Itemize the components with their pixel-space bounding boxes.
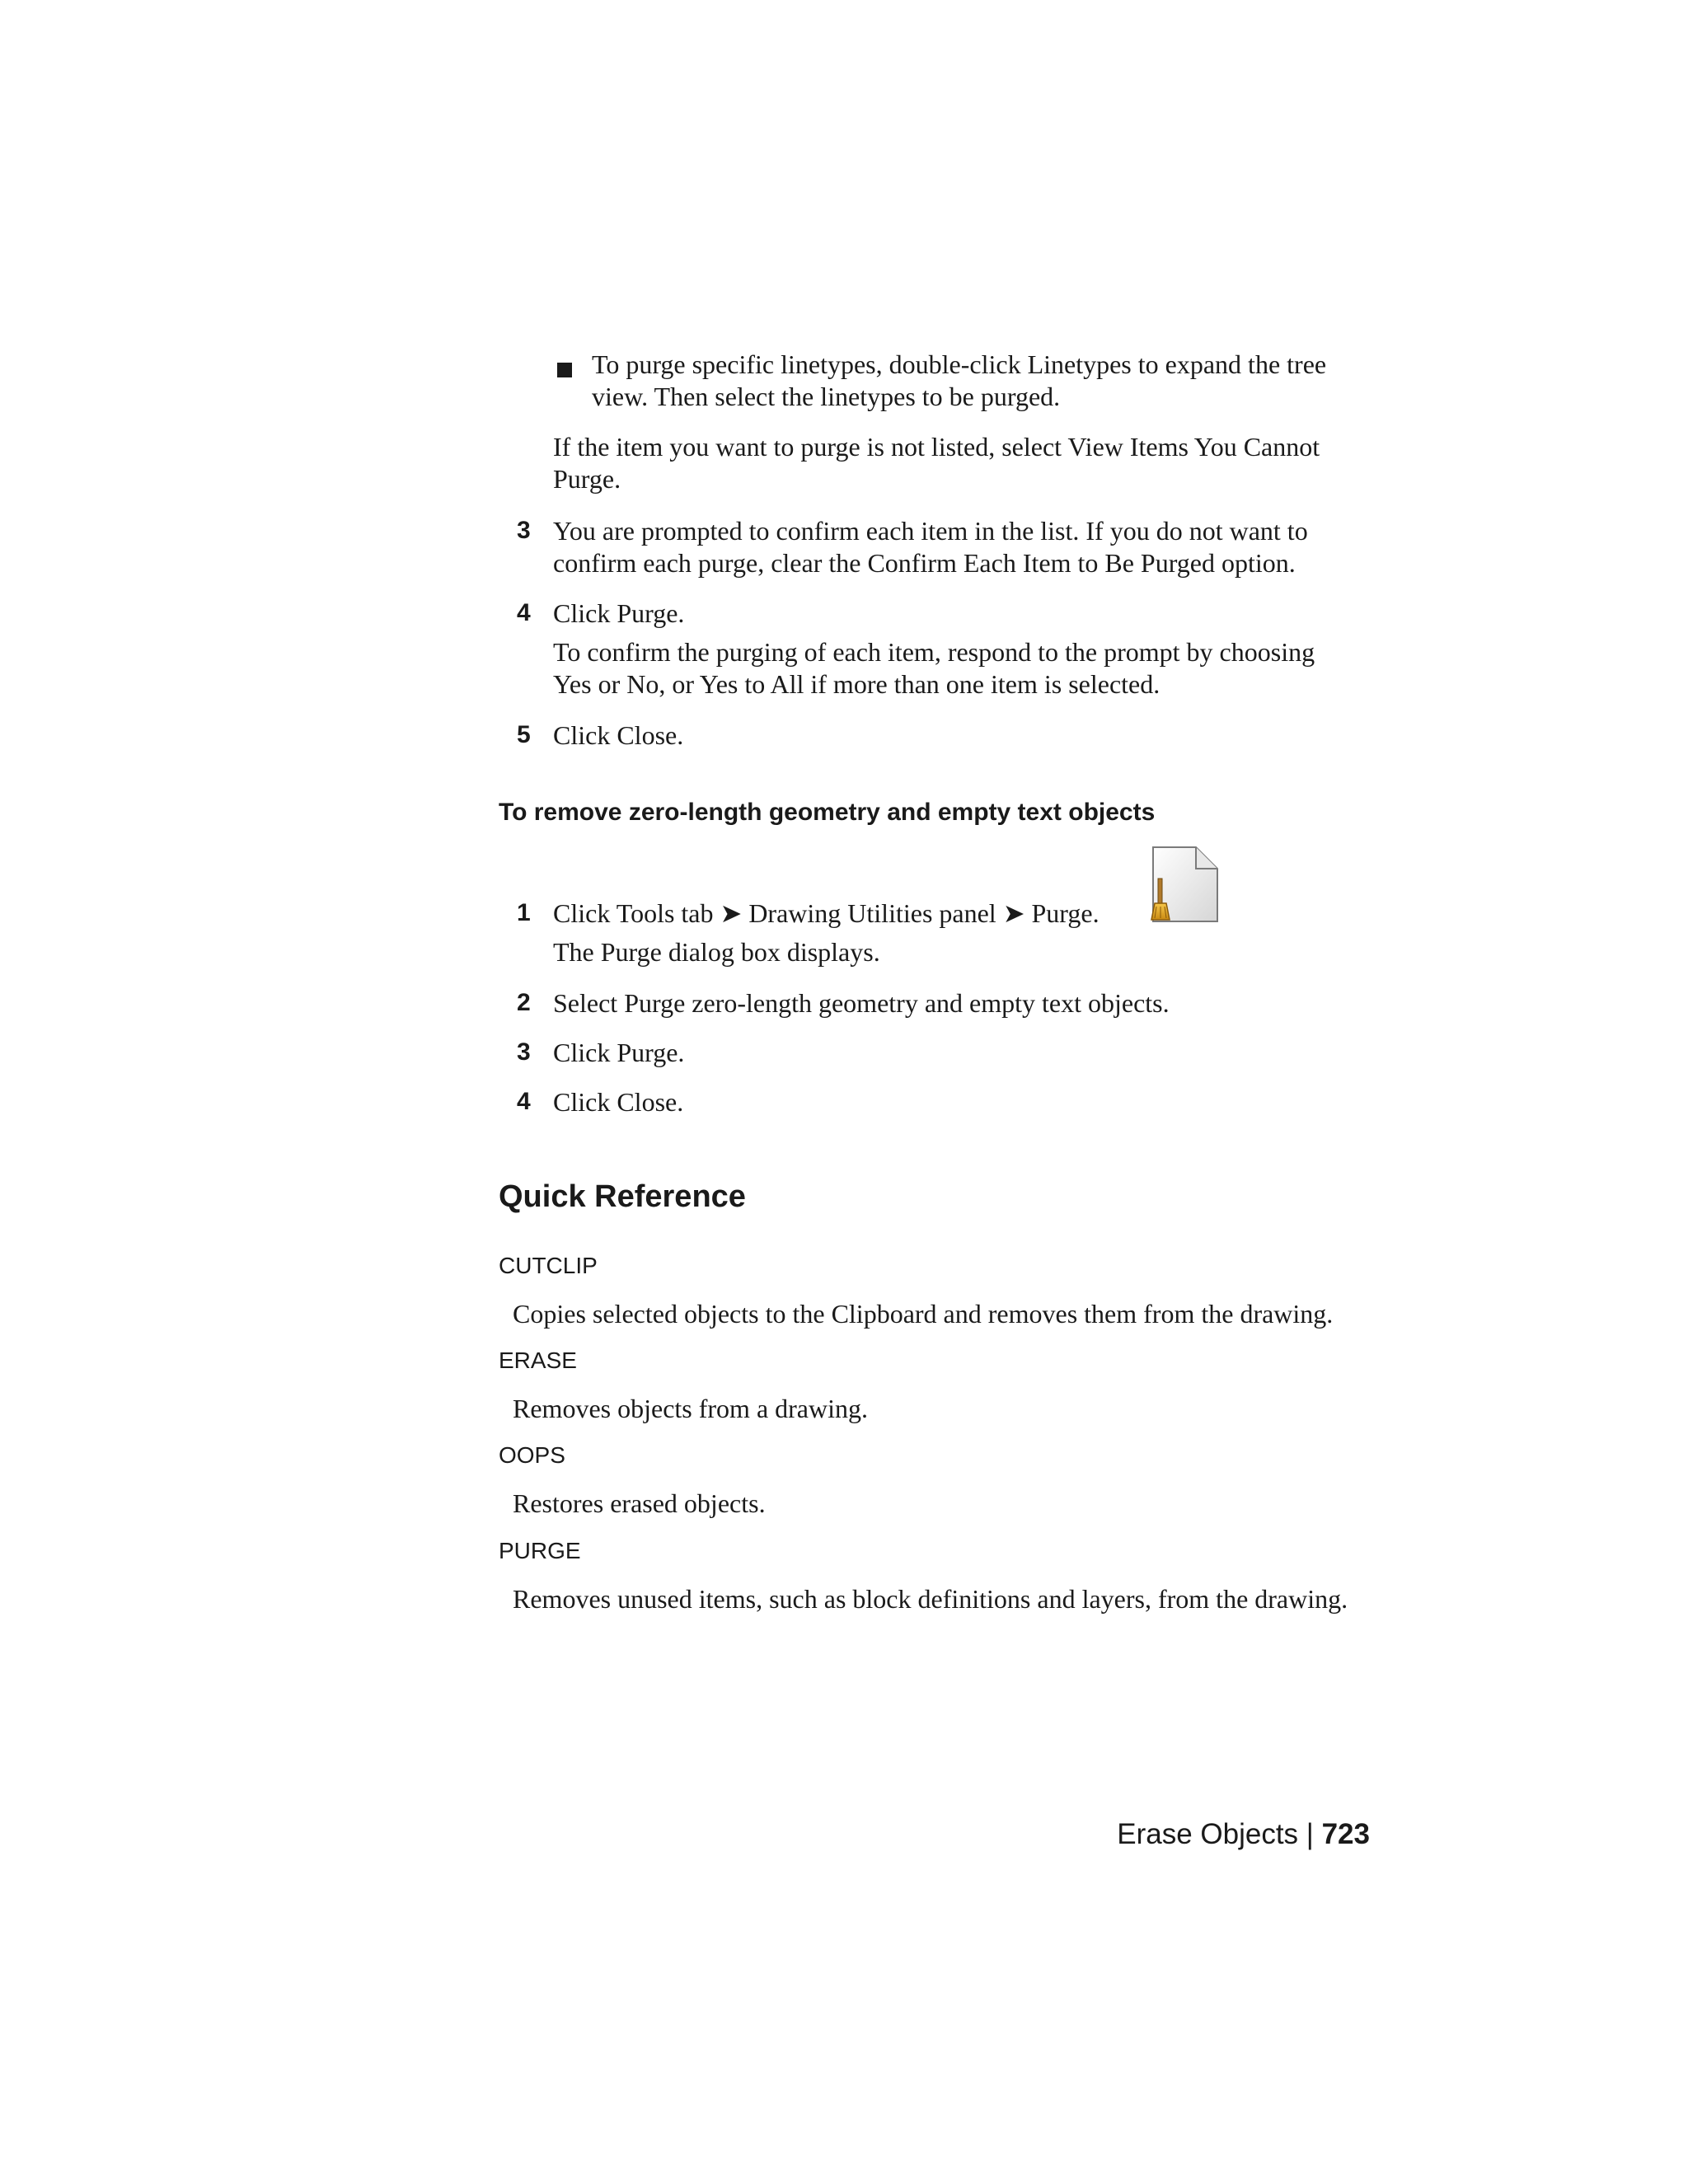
command-name: PURGE	[499, 1538, 581, 1563]
step-number: 1	[517, 899, 531, 926]
command-name: ERASE	[499, 1347, 577, 1373]
step-text: Click Tools tab ➤ Drawing Utilities panel ➤ Purge.	[553, 898, 1100, 928]
step-text: Click Close.	[553, 720, 684, 750]
step-number: 4	[517, 599, 531, 626]
step-number: 4	[517, 1088, 531, 1115]
purge-broom-icon	[1145, 846, 1219, 925]
bullet-square	[557, 363, 572, 377]
command-description: Removes unused items, such as block definitions and layers, from the drawing.	[513, 1584, 1348, 1614]
page-number: 723	[1321, 1818, 1370, 1850]
command-description: Removes objects from a drawing.	[513, 1394, 868, 1423]
step-number: 3	[517, 1038, 531, 1066]
step-number: 3	[517, 517, 531, 544]
note-line1: If the item you want to purge is not listed, select View Items You Cannot	[553, 432, 1320, 462]
command-name: CUTCLIP	[499, 1253, 598, 1278]
command-name: OOPS	[499, 1442, 565, 1468]
command-description: Copies selected objects to the Clipboard and removes them from the drawing.	[513, 1299, 1334, 1329]
bullet-text-line2: view. Then select the linetypes to be purged.	[592, 382, 1061, 411]
step-text: Select Purge zero-length geometry and empty text objects.	[553, 988, 1170, 1018]
note-line2: Purge.	[553, 464, 621, 494]
step-number: 5	[517, 721, 531, 748]
step-text: confirm each purge, clear the Confirm Each Item to Be Purged option.	[553, 548, 1296, 578]
command-description: Restores erased objects.	[513, 1488, 766, 1518]
footer-separator: |	[1298, 1818, 1322, 1850]
step-text: Click Purge.	[553, 1038, 685, 1067]
step-text: Click Purge.	[553, 598, 685, 628]
step-subtext: The Purge dialog box displays.	[553, 937, 880, 967]
bullet-text-line1: To purge specific linetypes, double-click Linetypes to expand the tree	[592, 349, 1327, 379]
step-number: 2	[517, 989, 531, 1016]
quick-reference-heading: Quick Reference	[499, 1179, 746, 1214]
footer-section: Erase Objects	[1117, 1818, 1299, 1850]
step-text: Click Close.	[553, 1087, 684, 1117]
step-subtext: Yes or No, or Yes to All if more than one item is selected.	[553, 669, 1160, 699]
step-text: You are prompted to confirm each item in the list. If you do not want to	[553, 516, 1308, 546]
procedure-heading: To remove zero-length geometry and empty text objects	[499, 799, 1156, 826]
page-footer	[1117, 1818, 1370, 1851]
step-subtext: To confirm the purging of each item, respond to the prompt by choosing	[553, 637, 1315, 667]
